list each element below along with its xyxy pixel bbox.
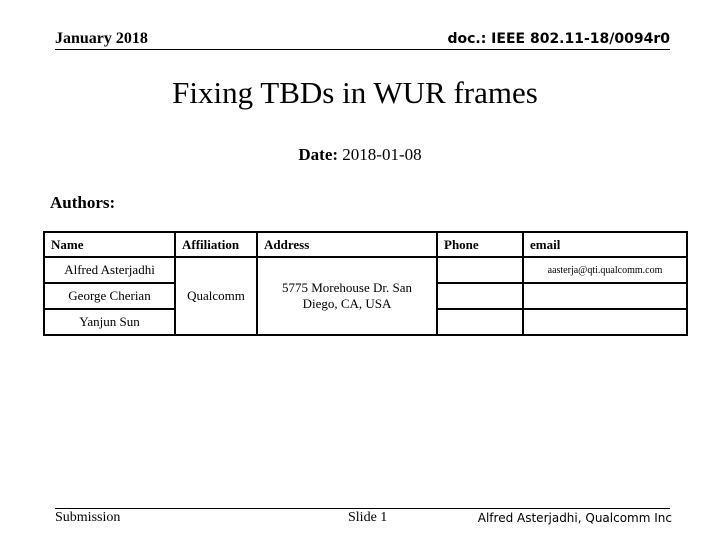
footer-submission: Submission bbox=[55, 510, 121, 525]
footer-slide-number: Slide 1 bbox=[348, 510, 388, 525]
authors-label: Authors: bbox=[50, 193, 116, 212]
author-affiliation: Qualcomm bbox=[175, 257, 257, 335]
authors-table bbox=[43, 231, 688, 336]
header-name: Name bbox=[44, 232, 175, 257]
author-phone bbox=[437, 309, 523, 335]
author-phone bbox=[437, 257, 523, 283]
header-email: email bbox=[523, 232, 687, 257]
table-header-row bbox=[44, 232, 687, 257]
header-address: Address bbox=[257, 232, 437, 257]
footer-rule bbox=[55, 508, 670, 509]
author-name: George Cherian bbox=[44, 283, 175, 309]
header-affiliation: Affiliation bbox=[175, 232, 257, 257]
table-row bbox=[44, 257, 687, 283]
footer-author: Alfred Asterjadhi, Qualcomm Inc bbox=[477, 511, 672, 525]
header-doc-id: doc.: IEEE 802.11-18/0094r0 bbox=[447, 31, 670, 47]
author-address: 5775 Morehouse Dr. San Diego, CA, USA bbox=[257, 257, 437, 335]
date-label: Date: bbox=[298, 145, 339, 164]
header-rule bbox=[55, 49, 670, 50]
date-value: 2018-01-08 bbox=[342, 145, 422, 164]
slide-title: Fixing TBDs in WUR frames bbox=[172, 75, 538, 110]
date-line bbox=[0, 145, 720, 165]
header-phone: Phone bbox=[437, 232, 523, 257]
header-date: January 2018 bbox=[55, 30, 148, 47]
author-name: Alfred Asterjadhi bbox=[44, 257, 175, 283]
author-name: Yanjun Sun bbox=[44, 309, 175, 335]
author-email bbox=[523, 283, 687, 309]
author-phone bbox=[437, 283, 523, 309]
author-email bbox=[523, 309, 687, 335]
author-email: aasterja@qti.qualcomm.com bbox=[523, 257, 687, 283]
